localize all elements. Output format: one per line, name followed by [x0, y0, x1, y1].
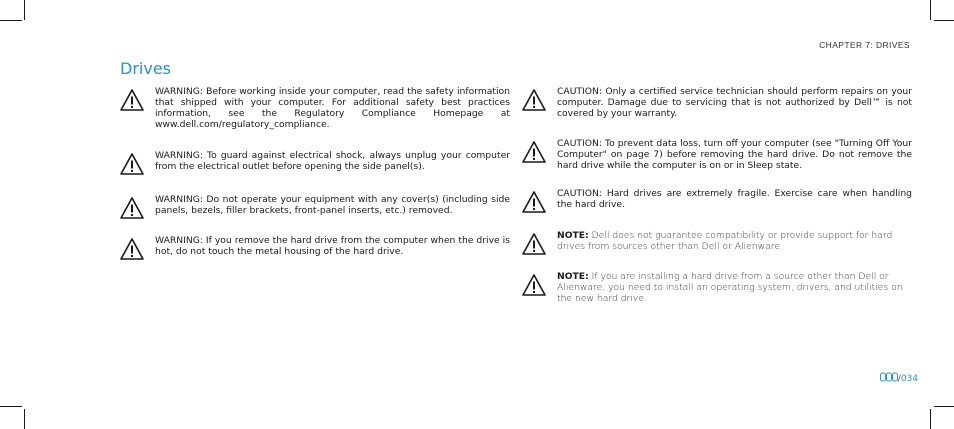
crop-mark — [0, 406, 22, 407]
note-item — [522, 230, 912, 271]
warning-triangle-icon — [522, 273, 546, 297]
warning-item — [120, 194, 510, 235]
warning-text: WARNING: If you remove the hard drive from the computer when the drive is hot, do not touch the metal housing of the hard drive. — [155, 235, 510, 257]
note-text — [557, 230, 912, 252]
warning-item — [120, 86, 510, 150]
crop-mark — [934, 406, 954, 407]
page-slash: / — [897, 374, 901, 384]
warning-triangle-icon — [120, 152, 144, 176]
crop-mark — [0, 20, 22, 21]
warning-text: WARNING: To guard against electrical shock, always unplug your computer from the electrical outlet before opening the side panel(s). — [155, 150, 510, 172]
crop-mark — [934, 20, 954, 21]
right-column — [522, 86, 912, 311]
warning-triangle-icon — [120, 237, 144, 261]
caution-item — [522, 86, 912, 138]
page-number-value: 034 — [900, 374, 918, 384]
crop-mark — [930, 0, 931, 20]
warning-triangle-icon — [522, 232, 546, 256]
warning-triangle-icon — [522, 190, 546, 214]
caution-text: CAUTION: To prevent data loss, turn off your computer (see "Turning Off Your Computer" on page 7) before removing the hard drive. Do not remove the hard drive while the computer is on or in Sleep state. — [557, 138, 912, 171]
note-label: NOTE: — [557, 230, 589, 241]
chapter-header: CHAPTER 7: DRIVES — [819, 40, 910, 50]
note-label: NOTE: — [557, 271, 589, 282]
note-item — [522, 271, 912, 311]
note-text — [557, 271, 912, 304]
crop-mark — [24, 409, 25, 429]
note-body: Dell does not guarantee compatibility or provide support for hard drives from sources other than Dell or Alienware. — [557, 230, 893, 252]
caution-item — [522, 188, 912, 230]
caution-text: CAUTION: Only a certified service technician should perform repairs on your computer. Damage due to servicing that is not authorized by Dell™ is not covered by your warranty. — [557, 86, 912, 119]
crop-mark — [930, 409, 931, 429]
crop-mark — [24, 0, 25, 20]
warning-triangle-icon — [522, 140, 546, 164]
warning-triangle-icon — [522, 88, 546, 112]
warning-triangle-icon — [120, 88, 144, 112]
left-column — [120, 86, 510, 265]
caution-text: CAUTION: Hard drives are extremely fragile. Exercise care when handling the hard drive. — [557, 188, 912, 210]
note-body: If you are installing a hard drive from a source other than Dell or Alienware, you need to install an operating system, drivers, and utilities on the new hard drive. — [557, 271, 903, 304]
alienware-logo-icon — [880, 372, 898, 382]
caution-item — [522, 138, 912, 188]
warning-text: WARNING: Before working inside your computer, read the safety information that shipped with your computer. For additional safety best practices information, see the Regulatory Compliance Homepage at www.dell.com/regulatory_compliance. — [155, 86, 510, 130]
page-title: Drives — [120, 59, 171, 78]
page-number — [880, 372, 918, 384]
warning-text: WARNING: Do not operate your equipment with any cover(s) (including side panels, bezels, filler brackets, front-panel inserts, etc.) removed. — [155, 194, 510, 216]
warning-item — [120, 150, 510, 194]
warning-triangle-icon — [120, 196, 144, 220]
warning-item — [120, 235, 510, 265]
